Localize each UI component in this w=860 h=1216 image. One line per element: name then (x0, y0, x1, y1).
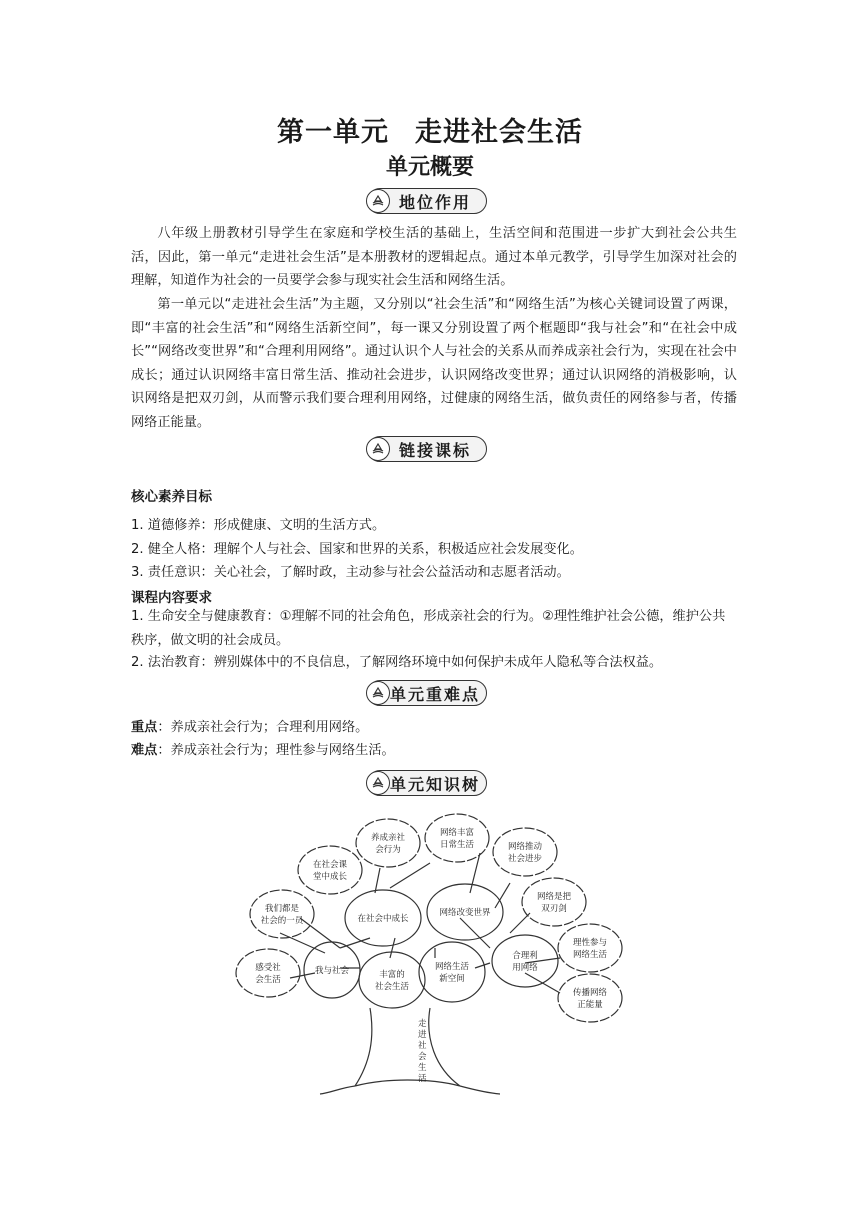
leaf-feel-label: 感受社 (255, 963, 281, 973)
book-stack-icon (366, 189, 390, 213)
trunk-label-char: 进 (418, 1030, 427, 1040)
unit-number: 第一单元 (277, 117, 389, 148)
leaf-positive-label: 正能量 (577, 1000, 603, 1010)
branch-use-network-label: 用网络 (512, 963, 538, 973)
branch-rich-life-label: 丰富的 (379, 970, 405, 980)
leaf-double-edge-label: 网络是把 (536, 892, 572, 902)
section-badge-knowledge-tree (367, 770, 487, 796)
unit-name: 走进社会生活 (415, 117, 583, 148)
leaf-prosocial-label: 会行为 (375, 845, 401, 855)
trunk-label (418, 1018, 427, 1084)
trunk-label-char: 走 (418, 1019, 427, 1029)
leaf-feel (236, 949, 300, 997)
branch-network-life-label: 新空间 (439, 974, 465, 984)
course-requirement-item: 2. 法治教育：辨别媒体中的不良信息，了解网络环境中如何保护未成年人隐私等合法权益。 (131, 655, 663, 670)
book-stack-icon (366, 771, 390, 795)
leaf-promote (493, 828, 557, 876)
branch-network-life-label: 网络生活 (434, 962, 470, 972)
branch-use-network-label: 合理利 (512, 951, 538, 961)
branch-use-network (492, 935, 558, 987)
leaf-rational (558, 924, 622, 972)
key-point-line (131, 716, 737, 740)
key-point-text: ：养成亲社会行为；合理利用网络。 (157, 720, 369, 735)
branch-network-life (419, 942, 485, 1002)
leaf-positive (558, 974, 622, 1022)
trunk-label-char: 社 (418, 1041, 427, 1051)
branch-network-change-label: 网络改变世界 (439, 908, 491, 918)
section-badge-position (367, 188, 487, 214)
book-stack-icon (366, 437, 390, 461)
leaf-double-edge-label: 双刃剑 (541, 904, 567, 914)
course-requirement-item: 1. 生命安全与健康教育：①理解不同的社会角色，形成亲社会的行为。②理性维护社会公德，维护公共秩序，做文明的社会成员。 (131, 609, 726, 648)
book-stack-icon (366, 681, 390, 705)
branch-rich-life-label: 社会生活 (374, 982, 410, 992)
branch-grow-label: 在社会中成长 (357, 914, 409, 924)
unit-title (0, 110, 860, 149)
trunk-label-char: 会 (418, 1052, 427, 1062)
difficult-point-line (131, 739, 737, 763)
section-title: 地位作用 (398, 192, 471, 212)
leaf-rational-label: 网络生活 (572, 950, 608, 960)
leaf-prosocial-label: 养成亲社 (370, 833, 406, 843)
knowledge-tree-diagram (220, 808, 640, 1098)
leaf-classroom-label: 在社会课 (312, 860, 348, 870)
leaf-positive-label: 传播网络 (572, 988, 608, 998)
branch-me-society-label: 我与社会 (314, 966, 350, 976)
leaf-enrich-label: 日常生活 (439, 840, 475, 850)
unit-subtitle: 单元概要 (385, 155, 474, 180)
leaf-promote-label: 社会进步 (507, 854, 543, 864)
leaf-classroom-label: 堂中成长 (312, 872, 348, 882)
leaf-we-are-label: 社会的一员 (260, 916, 304, 926)
position-paragraph-2: 第一单元以“走进社会生活”为主题，又分别以“社会生活”和“网络生活”为核心关键词设置了两课，即“丰富的社会生活”和“网络生活新空间”，每一课又分别设置了两个框题即“我与社会”和“在社会中成长”“网络改变世界”和“合理利用网络”。通过认识个人与社会的关系从而养成亲社会行为，实现在社会中成长；通过认识网络丰富日常生活、推动社会进步，认识网络改变世界；通过认识网络的消极影响，认识网络是把双刃剑，从而警示我们要合理利用网络，过健康的网络生活，做负责任的网络参与者，传播网络正能量。 (131, 297, 737, 430)
section-badge-key-points (367, 680, 487, 706)
tree-trunk (355, 1008, 460, 1086)
position-paragraph-1: 八年级上册教材引导学生在家庭和学校生活的基础上，生活空间和范围进一步扩大到社会公共生活，因此，第一单元“走进社会生活”是本册教材的逻辑起点。通过本单元教学，引导学生加深对社会的理解，知道作为社会的一员要学会参与现实社会生活和网络生活。 (131, 226, 737, 288)
key-point-label: 重点 (131, 720, 158, 735)
leaf-prosocial (356, 819, 420, 867)
section-title: 单元知识树 (390, 774, 481, 794)
section-title: 链接课标 (398, 440, 471, 460)
core-goals-heading: 核心素养目标 (131, 489, 212, 505)
core-goal-item: 3. 责任意识：关心社会，了解时政，主动参与社会公益活动和志愿者活动。 (131, 565, 570, 580)
leaf-promote-label: 网络推动 (507, 842, 543, 852)
core-goal-item: 2. 健全人格：理解个人与社会、国家和世界的关系，积极适应社会发展变化。 (131, 542, 583, 557)
section-title: 单元重难点 (390, 684, 481, 704)
difficult-point-label: 难点 (131, 743, 158, 758)
branch-rich-life (359, 952, 425, 1008)
trunk-label-char: 活 (418, 1074, 427, 1084)
leaf-we-are-label: 我们都是 (264, 904, 300, 914)
leaf-classroom (298, 846, 362, 894)
course-requirements-heading: 课程内容要求 (131, 590, 212, 606)
leaf-we-are (250, 890, 314, 938)
difficult-point-text: ：养成亲社会行为；理性参与网络生活。 (157, 743, 395, 758)
leaf-feel-label: 会生活 (255, 975, 281, 985)
section-badge-standards (367, 436, 487, 462)
leaf-enrich-label: 网络丰富 (439, 828, 475, 838)
core-goal-item: 1. 道德修养：形成健康、文明的生活方式。 (131, 518, 386, 533)
leaf-double-edge (522, 878, 586, 926)
trunk-label-char: 生 (418, 1063, 427, 1073)
leaf-enrich (425, 814, 489, 862)
leaf-rational-label: 理性参与 (572, 938, 608, 948)
